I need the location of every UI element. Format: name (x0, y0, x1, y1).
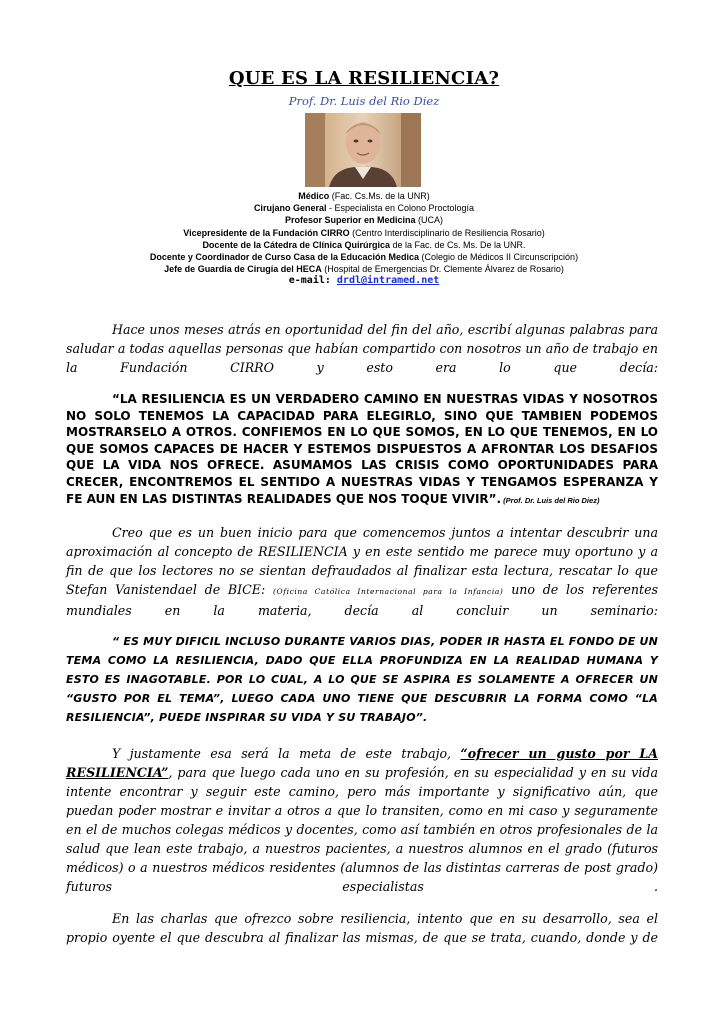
credentials-block (0, 190, 728, 288)
quote-resiliencia: “LA RESILIENCIA ES UN VERDADERO CAMINO EN NUESTRAS VIDAS Y NOSOTROS NO SOLO TENEMOS LA CAPACIDAD PARA ELEGIRLO, SINO QUE TAMBIEN PODEMOS MOSTRARSELO A OTROS. CONFIEMOS EN LO QUE SOMOS, EN LO QUE TENEMOS, EN LO QUE SOMOS CAPACES DE HACER Y ESTEMOS DISPUESTOS A AFRONTAR LOS DESAFIOS QUE LA VIDA NOS OFRECE. ASUMAMOS LAS CRISIS COMO OPORTUNIDADES PARA CRECER, ENCONTREMOS EL SENTIDO A NUESTRAS VIDAS Y TENGAMOS ESPERANZA Y FE AUN EN LAS DISTINTAS REALIDADES QUE NOS TOQUE VIVIR”. (Prof. Dr. Luis del Rio Diez) (66, 392, 658, 506)
paragraph-talks: En las charlas que ofrezco sobre resiliencia, intento que en su desarrollo, sea el propio oyente el que descubra al finalizar las mismas, de que se trata, cuando, donde y de (66, 911, 658, 945)
credential-line: Cirujano General - Especialista en Colono Proctología (253, 203, 475, 214)
credential-line: Vicepresidente de la Fundación CIRRO (Centro Interdisciplinario de Resiliencia Rosario) (183, 227, 545, 238)
org-name: (Oficina Católica Internacional para la Infancia) (272, 587, 504, 596)
quote-vanistendael: “ ES MUY DIFICIL INCLUSO DURANTE VARIOS DIAS, PODER IR HASTA EL FONDO DE UN TEMA COMO LA RESILIENCIA, DADO QUE ELLA PROFUNDIZA EN LA REALIDAD HUMANA Y ESTO ES INAGOTABLE. POR LO CUAL, A LO QUE SE ASPIRA ES SOLAMENTE A OFRECER UN “GUSTO POR EL TEMA”, LUEGO CADA UNO TIENE QUE DESCUBRIR LA FORMA COMO “LA RESILIENCIA”, PUEDE INSPIRAR SU VIDA Y SU TRABAJO”. (66, 635, 658, 724)
credential-line: Profesor Superior en Medicina (UCA) (284, 215, 444, 226)
paragraph-goal: Y justamente esa será la meta de este trabajo, “ofrecer un gusto por LA RESILIENCIA”, para que luego cada uno en su profesión, en su especialidad y en su vida intente encontrar y seguir este camino, pero más importante y significativo aún, que puedan poder mostrar e invitar a otros a que lo transiten, como en mi caso y seguramente en el de muchos colegas médicos y docentes, como así también en otros profesionales de la salud que lean este trabajo, a nuestros pacientes, a nuestros alumnos en el grado (futuros médicos) o a nuestros médicos residentes (alumnos de las distintas carreras de post grado) futuros especialistas . (66, 746, 658, 894)
credential-line: Jefe de Guardia de Cirugía del HECA (Hospital de Emergencias Dr. Clemente Álvarez de Rosario) (164, 264, 564, 275)
author-name: Prof. Dr. Luis del Rio Diez (288, 94, 440, 108)
paragraph-concept: Creo que es un buen inicio para que comencemos juntos a intentar descubrir una aproximación al concepto de RESILIENCIA y en este sentido me parece muy oportuno y a fin de que los lectores no se sientan defraudados al finalizar esta lectura, rescatar lo que Stefan Vanistendael de BICE: (Oficina Católica Internacional para la Infancia) uno de los referentes mundiales en la materia, decía al concluir un seminario: (66, 525, 658, 618)
email-line: e-mail: drdl@intramed.net (288, 275, 440, 287)
credential-line: Docente y Coordinador de Curso Casa de la Educación Medica (Colegio de Médicos II Circunscripción) (149, 252, 579, 263)
underlined-phrase: “ofrecer un gusto por LA RESILIENCIA” (66, 746, 658, 780)
document-title: QUE ES LA RESILIENCIA? (228, 68, 500, 89)
paragraph-intro: Hace unos meses atrás en oportunidad del fin del año, escribí algunas palabras para saludar a todas aquellas personas que habían compartido con nosotros un año de trabajo en la Fundación CIRRO y esto era lo que decía: (66, 322, 658, 375)
credential-line: Médico (Fac. Cs.Ms. de la UNR) (298, 191, 430, 201)
author-photo (305, 113, 421, 187)
quote-citation: (Prof. Dr. Luis del Rio Diez) (501, 495, 600, 505)
credential-line: Docente de la Cátedra de Clínica Quirúrgica de la Fac. de Cs. Ms. De la UNR. (202, 239, 526, 250)
email-link[interactable]: drdl@intramed.net (336, 275, 440, 287)
